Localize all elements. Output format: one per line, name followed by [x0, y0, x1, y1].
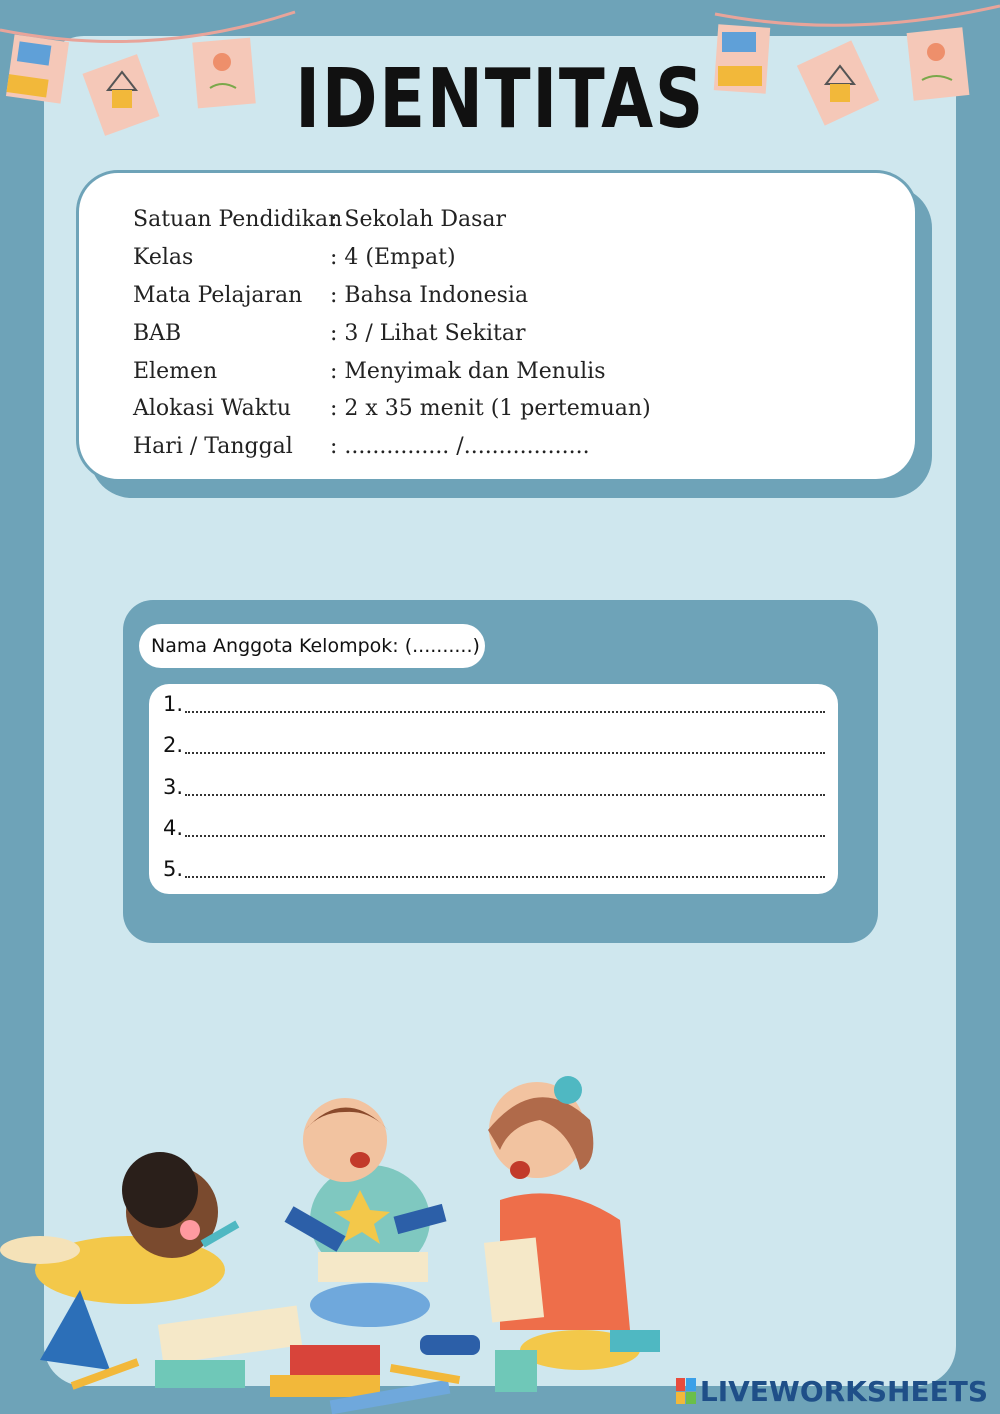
member-input-3[interactable] — [163, 775, 825, 805]
date-field[interactable]: : ............... /.................. — [330, 434, 590, 459]
identity-value: : 4 (Empat) — [330, 245, 456, 270]
member-number: 4. — [163, 816, 184, 840]
dotted-line — [185, 794, 825, 796]
member-number: 3. — [163, 775, 184, 799]
books-and-supplies — [40, 1290, 537, 1414]
member-input-5[interactable] — [163, 857, 825, 887]
member-number: 5. — [163, 857, 184, 881]
member-input-1[interactable] — [163, 692, 825, 722]
identity-value: : 2 x 35 menit (1 pertemuan) — [330, 396, 651, 421]
dotted-line — [185, 835, 825, 837]
identity-value: : Menyimak dan Menulis — [330, 359, 606, 384]
member-list — [149, 684, 838, 894]
identity-label: Satuan Pendidikan — [133, 207, 343, 232]
identity-value: : 3 / Lihat Sekitar — [330, 321, 526, 346]
identity-label: BAB — [133, 321, 182, 346]
identity-value: : Bahsa Indonesia — [330, 283, 529, 308]
identity-label: Alokasi Waktu — [133, 396, 292, 421]
identity-label: Kelas — [133, 245, 194, 270]
member-number: 1. — [163, 692, 184, 716]
dotted-line — [185, 876, 825, 878]
identity-value: : Sekolah Dasar — [330, 207, 507, 232]
member-input-4[interactable] — [163, 816, 825, 846]
boy-sitting-figure — [285, 1098, 447, 1327]
group-title[interactable]: Nama Anggota Kelompok: (..........) — [139, 624, 485, 668]
dotted-line — [185, 752, 825, 754]
liveworksheets-logo — [676, 1374, 988, 1408]
brand-text: LIVEWORKSHEETS — [699, 1374, 988, 1408]
identity-label: Mata Pelajaran — [133, 283, 303, 308]
member-number: 2. — [163, 733, 184, 757]
page-title: IDENTITAS — [295, 52, 705, 147]
identity-label: Elemen — [133, 359, 218, 384]
dotted-line — [185, 711, 825, 713]
brand-icon — [676, 1378, 696, 1404]
member-input-2[interactable] — [163, 733, 825, 763]
identity-card — [76, 170, 918, 482]
identity-label: Hari / Tanggal — [133, 434, 293, 459]
boy-lying-figure — [0, 1152, 239, 1304]
children-reading-illustration — [0, 1070, 700, 1414]
girl-figure — [484, 1076, 660, 1370]
